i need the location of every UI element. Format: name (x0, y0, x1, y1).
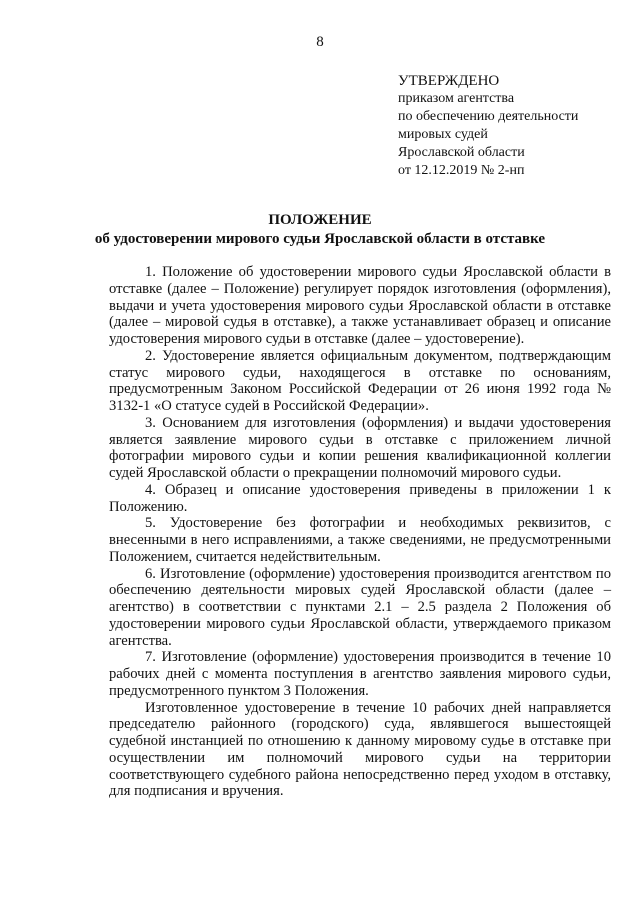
document-body (109, 264, 611, 800)
approval-stamp: УТВЕРЖДЕНО (398, 73, 500, 89)
paragraph-7-continued: Изготовленное удостоверение в течение 10 рабочих дней направляется председателю районного (городского) суда, являвшегося вышестоящей судебной инстанцией по отношению к данному мировому судье в отставке при осуществлении им полномочий мирового судьи на территории соответствующего судебного района непосредственно перед уходом в отставку, для подписания и вручения. (109, 699, 611, 800)
approval-line: по обеспечению деятельности (398, 109, 579, 124)
paragraph-5: 5. Удостоверение без фотографии и необходимых реквизитов, с внесенными в него исправлениями, а также сведениями, не предусмотренными Положением, считается недействительным. (109, 515, 611, 565)
paragraph-6: 6. Изготовление (оформление) удостоверения производится агентством по обеспечению деятельности мировых судей Ярославской области (далее – агентство) в соответствии с пунктами 2.1 – 2.5 раздела 2 Положения об удостоверении мирового судьи Ярославской области, утверждаемого приказом агентства. (109, 565, 611, 649)
approval-block (398, 72, 578, 180)
page-number: 8 (316, 34, 324, 50)
paragraph-3: 3. Основанием для изготовления (оформления) и выдачи удостоверения является заявление мирового судьи в отставке с приложением личной фотографии мирового судьи и копии решения квалификационной коллегии судей Ярославской области о прекращении полномочий мирового судьи. (109, 414, 611, 481)
approval-line: мировых судей (398, 127, 488, 142)
approval-line: Ярославской области (398, 145, 525, 160)
document-title: ПОЛОЖЕНИЕ (268, 212, 372, 228)
document-heading (0, 211, 640, 249)
approval-line: от 12.12.2019 № 2-нп (398, 163, 525, 178)
paragraph-4: 4. Образец и описание удостоверения приведены в приложении 1 к Положению. (109, 481, 611, 515)
approval-line: приказом агентства (398, 91, 515, 106)
paragraph-2: 2. Удостоверение является официальным документом, подтверждающим статус мирового судьи, находящегося в отставке по основаниям, предусмотренным Законом Российской Федерации от 26 июня 1992 года № 3132-1 «О статусе судей в Российской Федерации». (109, 347, 611, 414)
paragraph-7: 7. Изготовление (оформление) удостоверения производится в течение 10 рабочих дней с момента поступления в агентство заявления мирового судьи, предусмотренного пунктом 3 Положения. (109, 649, 611, 699)
paragraph-1: 1. Положение об удостоверении мирового судьи Ярославской области в отставке (далее – Положение) регулирует порядок изготовления (оформления), выдачи и учета удостоверения мирового судьи Ярославской области в отставке (далее – мировой судья в отставке), а также устанавливает образец и описание удостоверения мирового судьи в отставке (далее – удостоверение). (109, 264, 611, 347)
document-subtitle: об удостоверении мирового судьи Ярославской области в отставке (94, 231, 546, 247)
